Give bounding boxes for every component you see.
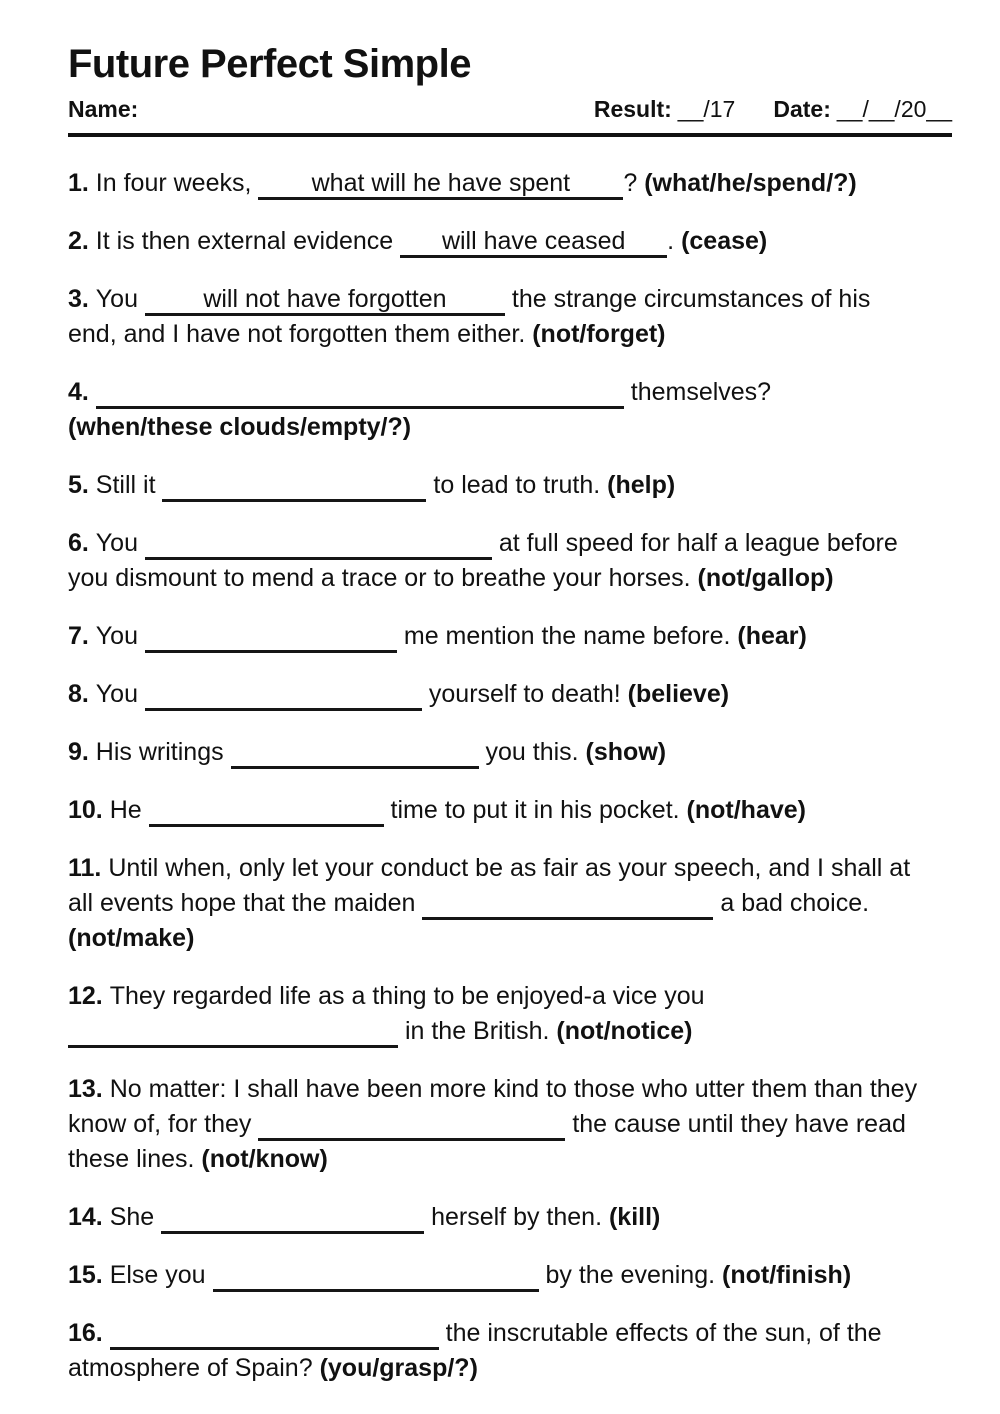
question-number: 6. xyxy=(68,528,96,557)
question xyxy=(68,793,952,828)
question-line xyxy=(68,468,952,503)
answer-blank xyxy=(96,378,624,409)
question-text: Else you xyxy=(109,1260,213,1289)
question-line xyxy=(68,619,952,654)
question-text: No matter: I shall have been more kind to those who utter them than they xyxy=(109,1074,918,1103)
answer-blank xyxy=(145,622,397,653)
question-text: Still it xyxy=(95,470,163,499)
answer-text: will not have forgotten xyxy=(203,284,447,313)
question-line xyxy=(68,1351,952,1386)
question-text: Until when, only let your conduct be as fair as your speech, and I shall at xyxy=(108,853,911,882)
question-text: you dismount to mend a trace or to breathe your horses. xyxy=(68,563,698,592)
answer-blank xyxy=(161,1203,424,1234)
worksheet-meta xyxy=(68,96,952,124)
question-number: 14. xyxy=(68,1202,110,1231)
verb-hint: (not/finish) xyxy=(722,1260,852,1289)
question-line xyxy=(68,921,952,956)
question-text: by the evening. xyxy=(538,1260,723,1289)
answer-blank xyxy=(145,285,505,316)
date-value: __/__/20__ xyxy=(836,96,952,122)
question xyxy=(68,735,952,770)
question-line xyxy=(68,375,952,410)
question-line xyxy=(68,166,952,201)
question xyxy=(68,979,952,1049)
verb-hint: (cease) xyxy=(681,226,768,255)
question-text: the cause until they have read xyxy=(565,1109,906,1138)
question-number: 16. xyxy=(68,1318,110,1347)
question-line xyxy=(68,1200,952,1235)
result-value: __/17 xyxy=(677,96,736,122)
question-line xyxy=(68,1316,952,1351)
question-line xyxy=(68,282,952,317)
verb-hint: (not/have) xyxy=(686,795,806,824)
page-title: Future Perfect Simple xyxy=(68,42,471,86)
verb-hint: (kill) xyxy=(608,1202,661,1231)
question-text: In four weeks, xyxy=(95,168,259,197)
question-line xyxy=(68,677,952,712)
question-text: you this. xyxy=(478,737,586,766)
verb-hint: (you/grasp/?) xyxy=(319,1353,478,1382)
question xyxy=(68,166,952,201)
question-text: It is then external evidence xyxy=(95,226,401,255)
verb-hint: (not/gallop) xyxy=(697,563,834,592)
question-line xyxy=(68,979,952,1014)
question xyxy=(68,1316,952,1386)
question-line xyxy=(68,735,952,770)
verb-hint: (not/notice) xyxy=(556,1016,693,1045)
question-text: They regarded life as a thing to be enjoyed-a vice you xyxy=(109,981,705,1010)
answer-blank xyxy=(231,738,479,769)
question xyxy=(68,851,952,956)
answer-blank xyxy=(145,529,492,560)
question-text: ? xyxy=(623,168,645,197)
question-number: 9. xyxy=(68,737,96,766)
question-line xyxy=(68,561,952,596)
question-line xyxy=(68,1107,952,1142)
question-text: . xyxy=(667,226,682,255)
question xyxy=(68,1072,952,1177)
question xyxy=(68,282,952,352)
verb-hint: (show) xyxy=(585,737,667,766)
question-text: You xyxy=(95,528,145,557)
name-label: Name: xyxy=(68,96,139,122)
question-number: 13. xyxy=(68,1074,110,1103)
question-number: 11. xyxy=(68,853,109,882)
question-line xyxy=(68,224,952,259)
question-number: 8. xyxy=(68,679,96,708)
questions xyxy=(68,166,952,1386)
question-text: all events hope that the maiden xyxy=(68,888,423,917)
question xyxy=(68,375,952,445)
question-text: to lead to truth. xyxy=(426,470,608,499)
question-number: 10. xyxy=(68,795,110,824)
verb-hint: (help) xyxy=(607,470,676,499)
question-text: in the British. xyxy=(398,1016,557,1045)
question-text: She xyxy=(109,1202,162,1231)
question-number: 15. xyxy=(68,1260,110,1289)
question-line xyxy=(68,410,952,445)
question-text: yourself to death! xyxy=(421,679,628,708)
result-label: Result: xyxy=(593,96,672,122)
question-number: 12. xyxy=(68,981,110,1010)
question-line xyxy=(68,1142,952,1177)
answer-blank xyxy=(258,169,623,200)
answer-blank xyxy=(422,889,713,920)
question-text: me mention the name before. xyxy=(396,621,738,650)
question-line xyxy=(68,851,952,886)
question-text: herself by then. xyxy=(424,1202,609,1231)
question xyxy=(68,468,952,503)
verb-hint: (not/know) xyxy=(201,1144,328,1173)
question xyxy=(68,619,952,654)
question-line xyxy=(68,1072,952,1107)
answer-text: will have ceased xyxy=(441,226,626,255)
verb-hint: (when/these clouds/empty/?) xyxy=(68,412,412,441)
question-text: time to put it in his pocket. xyxy=(383,795,687,824)
question xyxy=(68,224,952,259)
question-text: themselves? xyxy=(623,377,772,406)
date-label: Date: xyxy=(773,96,831,122)
question-text: the inscrutable effects of the sun, of the xyxy=(438,1318,882,1347)
question-text: His writings xyxy=(95,737,231,766)
question-text: know of, for they xyxy=(68,1109,259,1138)
question xyxy=(68,1200,952,1235)
question-number: 2. xyxy=(68,226,96,255)
question-number: 1. xyxy=(68,168,96,197)
question-text: You xyxy=(95,679,145,708)
question-line xyxy=(68,886,952,921)
question xyxy=(68,1258,952,1293)
answer-blank xyxy=(258,1110,565,1141)
question-text: these lines. xyxy=(68,1144,202,1173)
question-line xyxy=(68,1258,952,1293)
answer-blank xyxy=(162,471,426,502)
question-number: 7. xyxy=(68,621,96,650)
answer-blank xyxy=(400,227,667,258)
question-line xyxy=(68,1014,952,1049)
question-number: 3. xyxy=(68,284,96,313)
question-text: at full speed for half a league before xyxy=(491,528,898,557)
meta-right-group xyxy=(594,96,952,124)
verb-hint: (what/he/spend/?) xyxy=(644,168,857,197)
answer-blank xyxy=(213,1261,539,1292)
question-text: He xyxy=(109,795,149,824)
question-number: 4. xyxy=(68,377,96,406)
header-divider xyxy=(68,133,952,137)
question-text: a bad choice. xyxy=(713,888,870,917)
question xyxy=(68,677,952,712)
question-line xyxy=(68,793,952,828)
answer-blank xyxy=(149,796,384,827)
answer-text: what will he have spent xyxy=(311,168,571,197)
question-line xyxy=(68,317,952,352)
answer-blank xyxy=(68,1017,398,1048)
question-text: atmosphere of Spain? xyxy=(68,1353,320,1382)
question xyxy=(68,526,952,596)
answer-blank xyxy=(110,1319,439,1350)
verb-hint: (believe) xyxy=(627,679,730,708)
verb-hint: (not/forget) xyxy=(532,319,666,348)
question-text: end, and I have not forgotten them either. xyxy=(68,319,533,348)
verb-hint: (not/make) xyxy=(68,923,195,952)
verb-hint: (hear) xyxy=(737,621,807,650)
question-text: the strange circumstances of his xyxy=(504,284,871,313)
answer-blank xyxy=(145,680,422,711)
question-number: 5. xyxy=(68,470,96,499)
question-text: You xyxy=(95,621,145,650)
question-text: You xyxy=(95,284,145,313)
question-line xyxy=(68,526,952,561)
